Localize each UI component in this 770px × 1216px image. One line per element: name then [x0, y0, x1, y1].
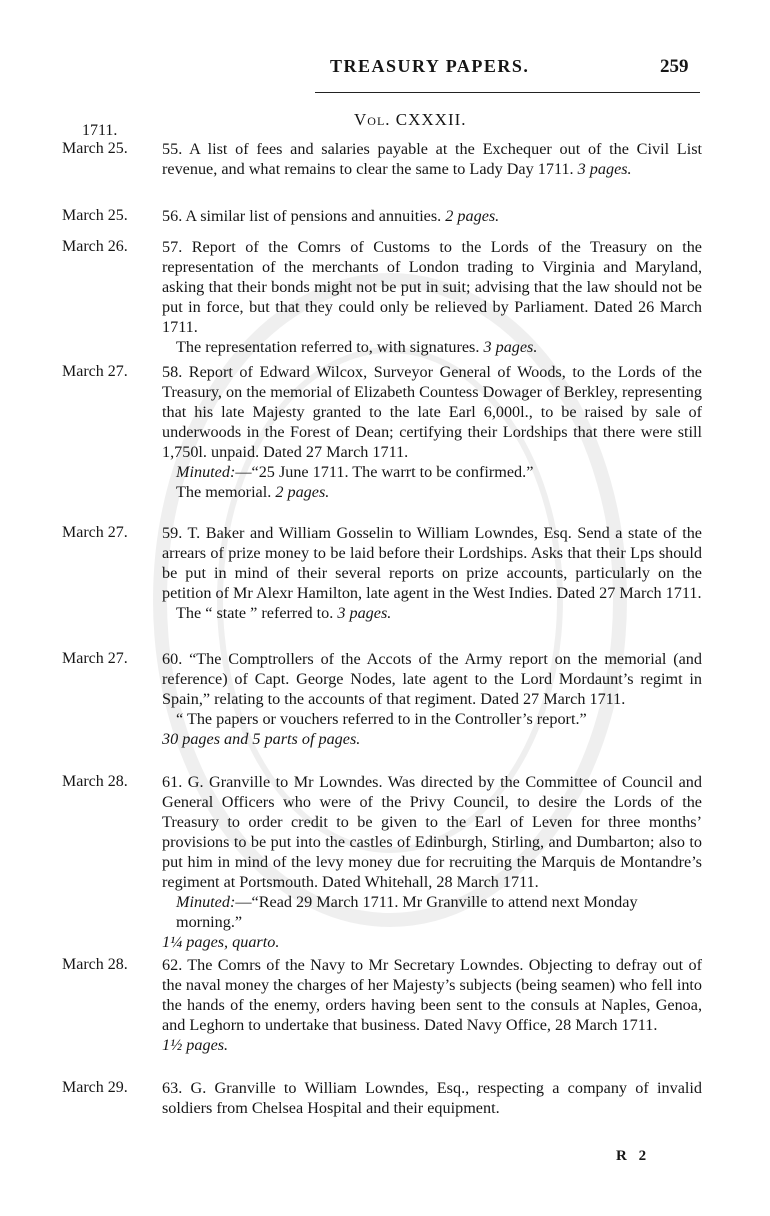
entry-61	[62, 772, 702, 952]
entry-pages: 3 pages.	[337, 604, 392, 622]
entry-60	[62, 649, 702, 749]
entry-56	[62, 206, 702, 226]
header-rule	[315, 92, 700, 93]
entry-date: March 28.	[62, 773, 128, 790]
entry-date: March 27.	[62, 363, 128, 380]
year-label: 1711.	[82, 122, 118, 139]
entry-text: 59. T. Baker and William Gosselin to William Lowndes, Esq. Send a state of the arrears of prize money to be laid before their Lordships. Asks that their Lps should be put in mind of their several reports on prize accounts, particularly on the petition of Mr Alexr Hamilton, late agent in the West Indies. Dated 27 March 1711.	[162, 524, 702, 602]
entry-date: March 28.	[62, 956, 128, 973]
entry-pages: 1½ pages.	[162, 1036, 229, 1054]
entry-minute: Minuted:—“25 June 1711. The warrt to be confirmed.”	[176, 463, 534, 481]
entry-date: March 26.	[62, 238, 128, 255]
entry-date: March 27.	[62, 524, 128, 541]
entry-text: 63. G. Granville to William Lowndes, Esq., respecting a company of invalid soldiers from Chelsea Hospital and their equipment.	[162, 1079, 702, 1117]
entry-pages: 30 pages and 5 parts of pages.	[162, 730, 361, 748]
page-number: 259	[660, 56, 689, 77]
entry-note: The “ state ” referred to. 3 pages.	[176, 604, 392, 622]
entry-text: 57. Report of the Comrs of Customs to the Lords of the Treasury on the representation of the merchants of London trading to Virginia and Maryland, asking that their bonds might not be put in suit; advising that the law should not be put in force, but that they could only be relieved by Parliament. Dated 26 March 1711.	[162, 238, 702, 336]
entry-text: 55. A list of fees and salaries payable at the Exchequer out of the Civil List revenue, and what remains to clear the same to Lady Day 1711. 3 pages.	[162, 140, 702, 178]
entry-pages: 1¼ pages, quarto.	[162, 933, 280, 951]
entry-text: 56. A similar list of pensions and annuities. 2 pages.	[162, 207, 500, 225]
entry-pages: 2 pages.	[445, 207, 500, 225]
entry-59	[62, 523, 702, 623]
entry-text: 61. G. Granville to Mr Lowndes. Was directed by the Committee of Council and General Officers who were of the Privy Council, to desire the Lords of the Treasury to order credit to be given to the Earl of Leven for three months’ provisions to be put into the castles of Edinburgh, Stirling, and Dumbarton; also to put him in mind of the levy money due for recruiting the Marquis de Montandre’s regiment at Portsmouth. Dated Whitehall, 28 March 1711.	[162, 773, 702, 891]
minute-label: Minuted:	[176, 463, 236, 481]
entry-62	[62, 955, 702, 1055]
entry-date: March 27.	[62, 650, 128, 667]
entry-55	[62, 139, 702, 179]
entry-text: 58. Report of Edward Wilcox, Surveyor General of Woods, to the Lords of the Treasury, on the memorial of Elizabeth Countess Dowager of Berkley, representing that his late Majesty granted to the late Earl 6,000l., to be raised by sale of underwoods in the Forest of Dean; certifying their Lordships that there were still 1,750l. unpaid. Dated 27 March 1711.	[162, 363, 702, 461]
entry-text: 60. “The Comptrollers of the Accots of the Army report on the memorial (and reference) of Capt. George Nodes, late agent to the Lord Mordaunt’s regimt in Spain,” relating to the accounts of that regiment. Dated 27 March 1711.	[162, 650, 702, 708]
entry-pages: 3 pages.	[577, 160, 632, 178]
entry-note: The representation referred to, with signatures. 3 pages.	[176, 338, 538, 356]
minute-label: Minuted:	[176, 893, 236, 911]
entry-minute: Minuted:—“Read 29 March 1711. Mr Granville to attend next Monday morning.”	[176, 893, 638, 931]
entry-63	[62, 1078, 702, 1118]
entry-note: The memorial. 2 pages.	[176, 483, 330, 501]
running-head: TREASURY PAPERS.	[330, 56, 530, 76]
entry-date: March 29.	[62, 1079, 128, 1096]
entry-note: “ The papers or vouchers referred to in the Controller’s report.”	[176, 710, 587, 728]
entry-pages: 3 pages.	[483, 338, 538, 356]
entry-date: March 25.	[62, 140, 128, 157]
signature-mark: R 2	[616, 1148, 651, 1164]
entry-text: 62. The Comrs of the Navy to Mr Secretary Lowndes. Objecting to defray out of the naval money the charges of her Majesty’s subjects (being seamen) who fell into the hands of the enemy, orders having been sent to the consuls at Naples, Genoa, and Leghorn to undertake that business. Dated Navy Office, 28 March 1711.	[162, 956, 702, 1034]
entry-date: March 25.	[62, 207, 128, 224]
entry-57	[62, 237, 702, 357]
volume-heading: Vol. CXXXII.	[354, 110, 467, 129]
entry-58	[62, 362, 702, 502]
entry-pages: 2 pages.	[275, 483, 330, 501]
